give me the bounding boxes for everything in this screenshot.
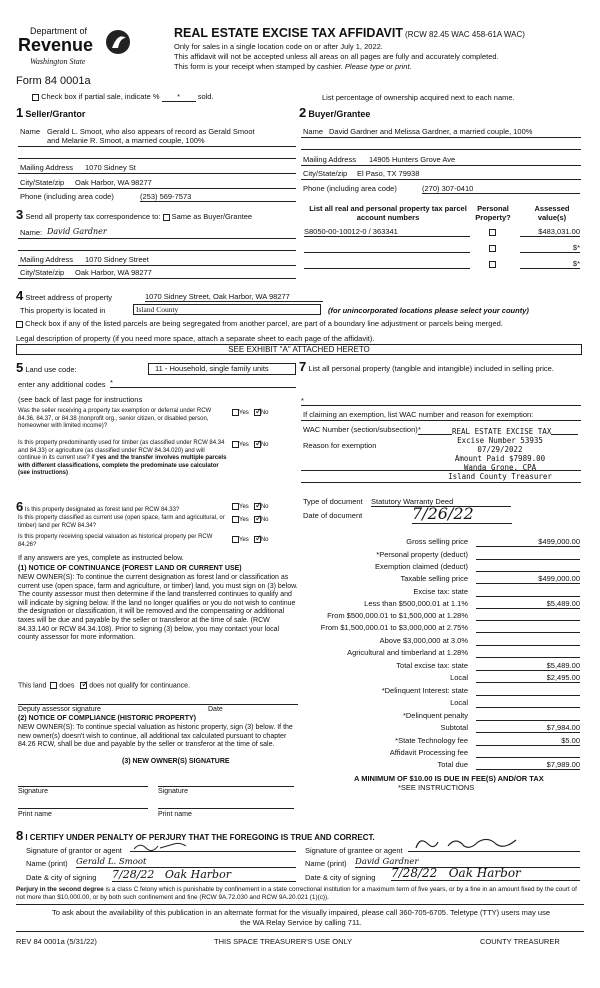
tax-row-value[interactable] bbox=[476, 698, 580, 708]
buyer-mailing[interactable]: 14905 Hunters Grove Ave bbox=[369, 155, 456, 164]
tax-row bbox=[300, 686, 582, 697]
county-select[interactable]: Island County bbox=[133, 304, 321, 315]
parcel-number[interactable]: S8050-00-10012-0 / 363341 bbox=[304, 227, 470, 237]
assessed-value[interactable]: $* bbox=[520, 259, 580, 269]
personal-property-label-row: 7 List all personal property (tangible and intangible) included in selling price. bbox=[299, 359, 554, 374]
notice2-title: (2) NOTICE OF COMPLIANCE (HISTORIC PROPERTY) bbox=[18, 715, 196, 722]
personal-property-checkbox[interactable] bbox=[489, 261, 496, 268]
same-as-buyer-checkbox[interactable] bbox=[163, 214, 170, 221]
seller-phone[interactable]: (253) 569-7573 bbox=[140, 192, 296, 202]
buyer-mailing-label: Mailing Address bbox=[303, 155, 356, 164]
grantee-signature-scribble-icon bbox=[408, 834, 528, 852]
tax-row bbox=[300, 648, 582, 659]
tax-row bbox=[300, 760, 582, 771]
q6-3-yes-checkbox[interactable] bbox=[232, 536, 239, 543]
tax-row bbox=[300, 661, 582, 672]
owner-print-name-label: Print name bbox=[158, 811, 192, 818]
q6-1-no-checkbox[interactable] bbox=[254, 503, 261, 510]
tax-row-label: *Personal property (deduct) bbox=[376, 550, 468, 559]
wac-number[interactable]: * bbox=[418, 425, 578, 435]
parcel-row bbox=[304, 227, 584, 239]
perjury-note: Perjury in the second degree is a class C felony which is punishable by confinement in a state correctional institution for a maximum term of five years, or by a fine in an amount fixed by the court of not more than $10,000.00, or by both such confinement and fine (RCW 9A.72.030 and RCW 9A.20.021 (1)(c)). bbox=[16, 886, 577, 901]
partial-sale-checkbox[interactable] bbox=[32, 94, 39, 101]
personal-property-value[interactable]: * bbox=[301, 396, 581, 406]
tax-row-value[interactable] bbox=[476, 711, 580, 721]
historic-question: Is this property receiving special valuation as historical property per RCW 84.26? bbox=[18, 534, 213, 548]
county-treasurer-label: COUNTY TREASURER bbox=[480, 937, 560, 946]
tax-row-label: *State Technology fee bbox=[395, 736, 468, 745]
grantee-name-label: Name (print) bbox=[305, 859, 347, 868]
tax-row-label: Excise tax: state bbox=[413, 587, 468, 596]
grantor-sig-label: Signature of grantor or agent bbox=[26, 846, 122, 855]
tax-row-value[interactable]: $499,000.00 bbox=[476, 537, 580, 547]
doc-date[interactable]: 7/26/22 bbox=[412, 504, 512, 524]
tax-row-label: Subtotal bbox=[440, 723, 468, 732]
corr-name[interactable]: David Gardner bbox=[47, 227, 107, 236]
q6-2-no-checkbox[interactable] bbox=[254, 516, 261, 523]
tax-row bbox=[300, 736, 582, 747]
tax-row-label: Affidavit Processing fee bbox=[389, 748, 468, 757]
header-sub3: This form is your receipt when stamped by cashier. Please type or print. bbox=[174, 62, 412, 71]
tax-row-label: Exemption claimed (deduct) bbox=[375, 562, 468, 571]
availability-note: To ask about the availability of this publication in an alternate format for the visually impaired, please call 360-705-6705. Teletype (TTY) users may use the WA Relay Service by calling 711. bbox=[51, 908, 551, 927]
grantor-name-label: Name (print) bbox=[26, 859, 68, 868]
seller-name-line2[interactable]: and Melanie R. Smoot, a married couple, 100% bbox=[47, 136, 205, 145]
parcel-row bbox=[304, 259, 584, 271]
parcel-row bbox=[304, 243, 584, 255]
grantor-date-label: Date & city of signing bbox=[26, 873, 97, 882]
tax-row-value[interactable] bbox=[476, 611, 580, 621]
grantor-date-city[interactable]: 7/28/22 Oak Harbor bbox=[112, 868, 296, 882]
county-note: (for unincorporated locations please select your county) bbox=[328, 306, 529, 315]
seller-name-line1[interactable]: Gerald L. Smoot, who also appears of record as Gerald Smoot bbox=[47, 127, 255, 136]
tax-row-value[interactable] bbox=[476, 686, 580, 696]
forest-question: 6 Is this property designated as forest land per RCW 84.33? bbox=[16, 499, 180, 514]
corr-mailing[interactable]: 1070 Sidney Street bbox=[85, 255, 149, 264]
tax-row-label: Local bbox=[450, 673, 468, 682]
tax-row-label: Above $3,000,000 at 3.0% bbox=[379, 636, 468, 645]
tax-row-value[interactable]: $5,489.00 bbox=[476, 661, 580, 671]
tax-row-value[interactable]: $5,489.00 bbox=[476, 599, 580, 609]
tax-row-label: From $500,000.01 to $1,500,000 at 1.28% bbox=[327, 611, 468, 620]
washington-logo-icon bbox=[104, 28, 132, 56]
tax-row bbox=[300, 711, 582, 722]
located-label: This property is located in bbox=[20, 306, 106, 315]
assessed-value[interactable]: $483,031.00 bbox=[520, 227, 580, 237]
tax-row-value[interactable]: $5.00 bbox=[476, 736, 580, 746]
doc-type-label: Type of document bbox=[303, 497, 363, 506]
tax-row-value[interactable] bbox=[476, 748, 580, 758]
dept-state: Washington State bbox=[30, 57, 86, 66]
property-street[interactable]: 1070 Sidney Street, Oak Harbor, WA 98277 bbox=[145, 292, 323, 302]
see-instructions-note: *SEE INSTRUCTIONS bbox=[398, 783, 475, 792]
tax-row-label: Less than $500,000.01 at 1.1% bbox=[364, 599, 468, 608]
minimum-note: A MINIMUM OF $10.00 IS DUE IN FEE(S) AND/OR TAX bbox=[354, 774, 544, 783]
owner-signature-label: Signature bbox=[158, 788, 188, 795]
tax-row bbox=[300, 550, 582, 561]
certify-heading: 8 I CERTIFY UNDER PENALTY OF PERJURY THAT THE FOREGOING IS TRUE AND CORRECT. bbox=[16, 828, 375, 843]
any-yes-note: If any answers are yes, complete as instructed below. bbox=[18, 555, 184, 562]
owner-signature-label: Signature bbox=[18, 788, 48, 795]
notice2-body: NEW OWNER(S): To continue special valuation as historic property, sign (3) below. If the new owner(s) doesn't wish to continue, all additional tax calculated pursuant to chapter 84.26 RCW, shall be due and payable by the seller or transferor at the time of sale. bbox=[18, 724, 293, 749]
land-use-label-row: 5 Land use code: bbox=[16, 360, 77, 375]
tax-row-label: Agricultural and timberland at 1.28% bbox=[347, 648, 468, 657]
tax-row-value[interactable] bbox=[476, 587, 580, 597]
q1-no-checkbox[interactable] bbox=[254, 409, 261, 416]
buyer-city-label: City/State/zip bbox=[303, 169, 348, 178]
tax-row bbox=[300, 562, 582, 573]
form-number: Form 84 0001a bbox=[16, 75, 91, 87]
grantee-date-label: Date & city of signing bbox=[305, 873, 376, 882]
yes-no-row: Yes ✓ No bbox=[232, 536, 268, 543]
deputy-date-label: Date bbox=[208, 706, 223, 713]
notice1-body: NEW OWNER(S): To continue the current designation as forest land or classification as current use (open space, farm and agriculture, or timber) land, you must sign on (3) below. The county assessor must then determine if the land transferred continues to qualify and will indicate by signing below. If the land no longer qualifies or you do not wish to continue the designation or classification, it will be removed and the compensating or additional taxes will be due and payable by the seller or transferor at the time of sale. (RCW 84.33.140 or RCW 84.34.108). Prior to signing (3) below, you may contact your local county assessor for more information. bbox=[18, 574, 298, 642]
tax-row-label: Local bbox=[450, 698, 468, 707]
tax-row-value[interactable]: $7,989.00 bbox=[476, 760, 580, 770]
personal-property-checkbox[interactable] bbox=[489, 229, 496, 236]
header-sub2: This affidavit will not be accepted unless all areas on all pages are fully and accurately completed. bbox=[174, 52, 499, 61]
doc-type[interactable]: Statutory Warranty Deed bbox=[371, 497, 511, 507]
tax-row-value[interactable]: $499,000.00 bbox=[476, 574, 580, 584]
parcels-col2-header: Personal Property? bbox=[475, 204, 511, 222]
buyer-name-label: Name bbox=[303, 127, 324, 136]
q2-yes-checkbox[interactable] bbox=[232, 441, 239, 448]
wac-label: WAC Number (section/subsection) bbox=[303, 425, 418, 434]
tax-row-value[interactable] bbox=[476, 636, 580, 646]
seller-phone-label: Phone (including area code) bbox=[20, 192, 114, 201]
corr-city[interactable]: Oak Harbor, WA 98277 bbox=[75, 268, 152, 277]
dept-logo bbox=[16, 26, 134, 72]
corr-name-label: Name: bbox=[20, 228, 43, 237]
tax-row-value[interactable] bbox=[476, 550, 580, 560]
current-use-question: Is this property classified as current use (open space, farm and agricultural, or timber) land per RCW 84.34? bbox=[18, 515, 225, 529]
tax-row-value[interactable]: $2,495.00 bbox=[476, 673, 580, 683]
personal-property-checkbox[interactable] bbox=[489, 245, 496, 252]
q6-3-no-checkbox[interactable] bbox=[254, 536, 261, 543]
tax-row-label: Gross selling price bbox=[406, 537, 468, 546]
partial-sale-percent[interactable]: * bbox=[162, 92, 196, 102]
rev-number: REV 84 0001a (5/31/22) bbox=[16, 937, 97, 946]
property-street-row: 4 Street address of property bbox=[16, 288, 113, 303]
ownership-note: List percentage of ownership acquired next to each name. bbox=[322, 93, 515, 102]
tax-row-value[interactable] bbox=[476, 648, 580, 658]
partial-sale-row: Check box if partial sale, indicate % * sold. bbox=[32, 92, 214, 102]
parcels-col3-header: Assessed value(s) bbox=[534, 204, 570, 222]
grantee-date-city[interactable]: 7/28/22 Oak Harbor bbox=[391, 866, 580, 881]
tax-row bbox=[300, 611, 582, 622]
timber-question: Is this property predominantly used for timber (as classified under RCW 84.34 and 84.33) or agriculture (as classified under RCW 84.34.020) and will continue in its current use? If yes and the transfer involves multiple parcels with different classifications, complete the predominate use calculator (see instructions) bbox=[18, 440, 227, 476]
grantee-signature[interactable] bbox=[408, 834, 580, 852]
exemption-label: If claiming an exemption, list WAC number and reason for exemption: bbox=[303, 410, 534, 419]
tax-row-label: Total excise tax: state bbox=[396, 661, 468, 670]
buyer-name[interactable]: David Gardner and Melissa Gardner, a married couple, 100% bbox=[329, 127, 533, 136]
seller-mailing[interactable]: 1070 Sidney St bbox=[85, 163, 136, 172]
doc-date-label: Date of document bbox=[303, 511, 363, 520]
yes-no-row: Yes ✓ No bbox=[232, 503, 268, 510]
grantor-signature[interactable] bbox=[130, 840, 296, 852]
header-sub1: Only for sales in a single location code on or after July 1, 2022. bbox=[174, 42, 383, 51]
tax-row bbox=[300, 723, 582, 734]
parcels-col1-header: List all real and personal property tax parcel account numbers bbox=[309, 204, 467, 222]
buyer-heading: 2 Buyer/Grantee bbox=[299, 105, 371, 120]
seller-city[interactable]: Oak Harbor, WA 98277 bbox=[75, 178, 152, 187]
treasurer-use-label: THIS SPACE TREASURER'S USE ONLY bbox=[214, 937, 353, 946]
q6-1-yes-checkbox[interactable] bbox=[232, 503, 239, 510]
seller-city-label: City/State/zip bbox=[20, 178, 65, 187]
additional-codes-label: enter any additional codes bbox=[18, 380, 106, 389]
see-back: (see back of last page for instructions bbox=[18, 395, 143, 404]
tax-row bbox=[300, 748, 582, 759]
buyer-phone[interactable]: (270) 307-0410 bbox=[422, 184, 580, 194]
buyer-city[interactable]: El Paso, TX 79938 bbox=[357, 169, 420, 178]
yes-no-row: Yes ✓ No bbox=[232, 516, 268, 523]
deputy-signature-label: Deputy assessor signature bbox=[18, 706, 101, 713]
grantor-signature-scribble-icon bbox=[130, 840, 190, 852]
corr-city-label: City/State/zip bbox=[20, 268, 65, 277]
grantee-name[interactable]: David Gardner bbox=[355, 857, 580, 868]
dept-prefix: Department of bbox=[30, 26, 88, 36]
tax-row bbox=[300, 574, 582, 585]
owner-print-name-label: Print name bbox=[18, 811, 52, 818]
q6-2-yes-checkbox[interactable] bbox=[232, 516, 239, 523]
tax-row-label: *Delinquent Interest: state bbox=[381, 686, 468, 695]
tax-row bbox=[300, 623, 582, 634]
exemption-question: Was the seller receiving a property tax exemption or deferral under RCW 84.36, 84.37, or 84.38 (nonprofit org., senior citizen, or disabled person, homeowner with limited income)? bbox=[18, 408, 212, 429]
land-use-code-select[interactable]: 11 - Household, single family units bbox=[148, 363, 296, 375]
yes-no-row: Yes ✓ No bbox=[232, 409, 268, 416]
tax-row bbox=[300, 599, 582, 610]
seller-heading: 1 Seller/Grantor bbox=[16, 105, 86, 120]
new-owner-sig-heading: (3) NEW OWNER(S) SIGNATURE bbox=[122, 758, 230, 765]
tax-row-value[interactable]: $7,984.00 bbox=[476, 723, 580, 733]
segregated-checkbox[interactable] bbox=[16, 321, 23, 328]
stamp-heading: REAL ESTATE EXCISE TAX bbox=[452, 427, 552, 436]
segregated-row: Check box if any of the listed parcels are being segregated from another parcel, are part of a boundary line adjustment or parcels being merged. bbox=[16, 319, 586, 328]
yes-no-row: Yes ✓ No bbox=[232, 441, 268, 448]
tax-row bbox=[300, 537, 582, 548]
tax-row bbox=[300, 673, 582, 684]
seller-mailing-label: Mailing Address bbox=[20, 163, 73, 172]
page-title: REAL ESTATE EXCISE TAX AFFIDAVIT (RCW 82.45 WAC 458-61A WAC) bbox=[174, 26, 525, 40]
tax-row-label: Total due bbox=[437, 760, 468, 769]
legal-label: Legal description of property (if you need more space, attach a separate sheet to each page of the affidavit). bbox=[16, 334, 375, 343]
does-checkbox[interactable] bbox=[50, 682, 57, 689]
corr-mailing-label: Mailing Address bbox=[20, 255, 73, 264]
tax-row-label: Taxable selling price bbox=[400, 574, 468, 583]
seller-name-label: Name bbox=[20, 127, 41, 136]
continuance-row: This land does ✓ does not qualify for continuance. bbox=[18, 682, 190, 689]
q2-no-checkbox[interactable] bbox=[254, 441, 261, 448]
tax-row-label: From $1,500,000.01 to $3,000,000 at 2.75% bbox=[320, 623, 468, 632]
tax-row-value[interactable] bbox=[476, 623, 580, 633]
assessed-value[interactable]: $* bbox=[520, 243, 580, 253]
legal-description[interactable]: SEE EXHIBIT "A" ATTACHED HERETO bbox=[16, 344, 582, 355]
tax-row bbox=[300, 587, 582, 598]
correspondence-heading: 3 Send all property tax correspondence to: Same as Buyer/Grantee bbox=[16, 207, 253, 222]
reason-label: Reason for exemption bbox=[303, 441, 377, 450]
parcel-number[interactable] bbox=[304, 259, 470, 269]
grantee-sig-label: Signature of grantee or agent bbox=[305, 846, 403, 855]
tax-row bbox=[300, 698, 582, 709]
tax-row-value[interactable] bbox=[476, 562, 580, 572]
does-not-checkbox[interactable] bbox=[80, 682, 87, 689]
notice1-title: (1) NOTICE OF CONTINUANCE (FOREST LAND OR CURRENT USE) bbox=[18, 565, 242, 572]
buyer-phone-label: Phone (including area code) bbox=[303, 184, 397, 193]
additional-codes[interactable]: * bbox=[110, 378, 296, 388]
grantor-name[interactable]: Gerald L. Smoot bbox=[76, 857, 296, 868]
parcel-number[interactable] bbox=[304, 243, 470, 253]
dept-name: Revenue bbox=[18, 35, 94, 55]
tax-row bbox=[300, 636, 582, 647]
tax-row-label: *Delinquent penalty bbox=[402, 711, 468, 720]
treasurer-stamp: Excise Number 53935 07/29/2022 Amount Paid $7989.00 Wanda Grone, CPA Island County Treasurer bbox=[448, 436, 552, 481]
q1-yes-checkbox[interactable] bbox=[232, 409, 239, 416]
